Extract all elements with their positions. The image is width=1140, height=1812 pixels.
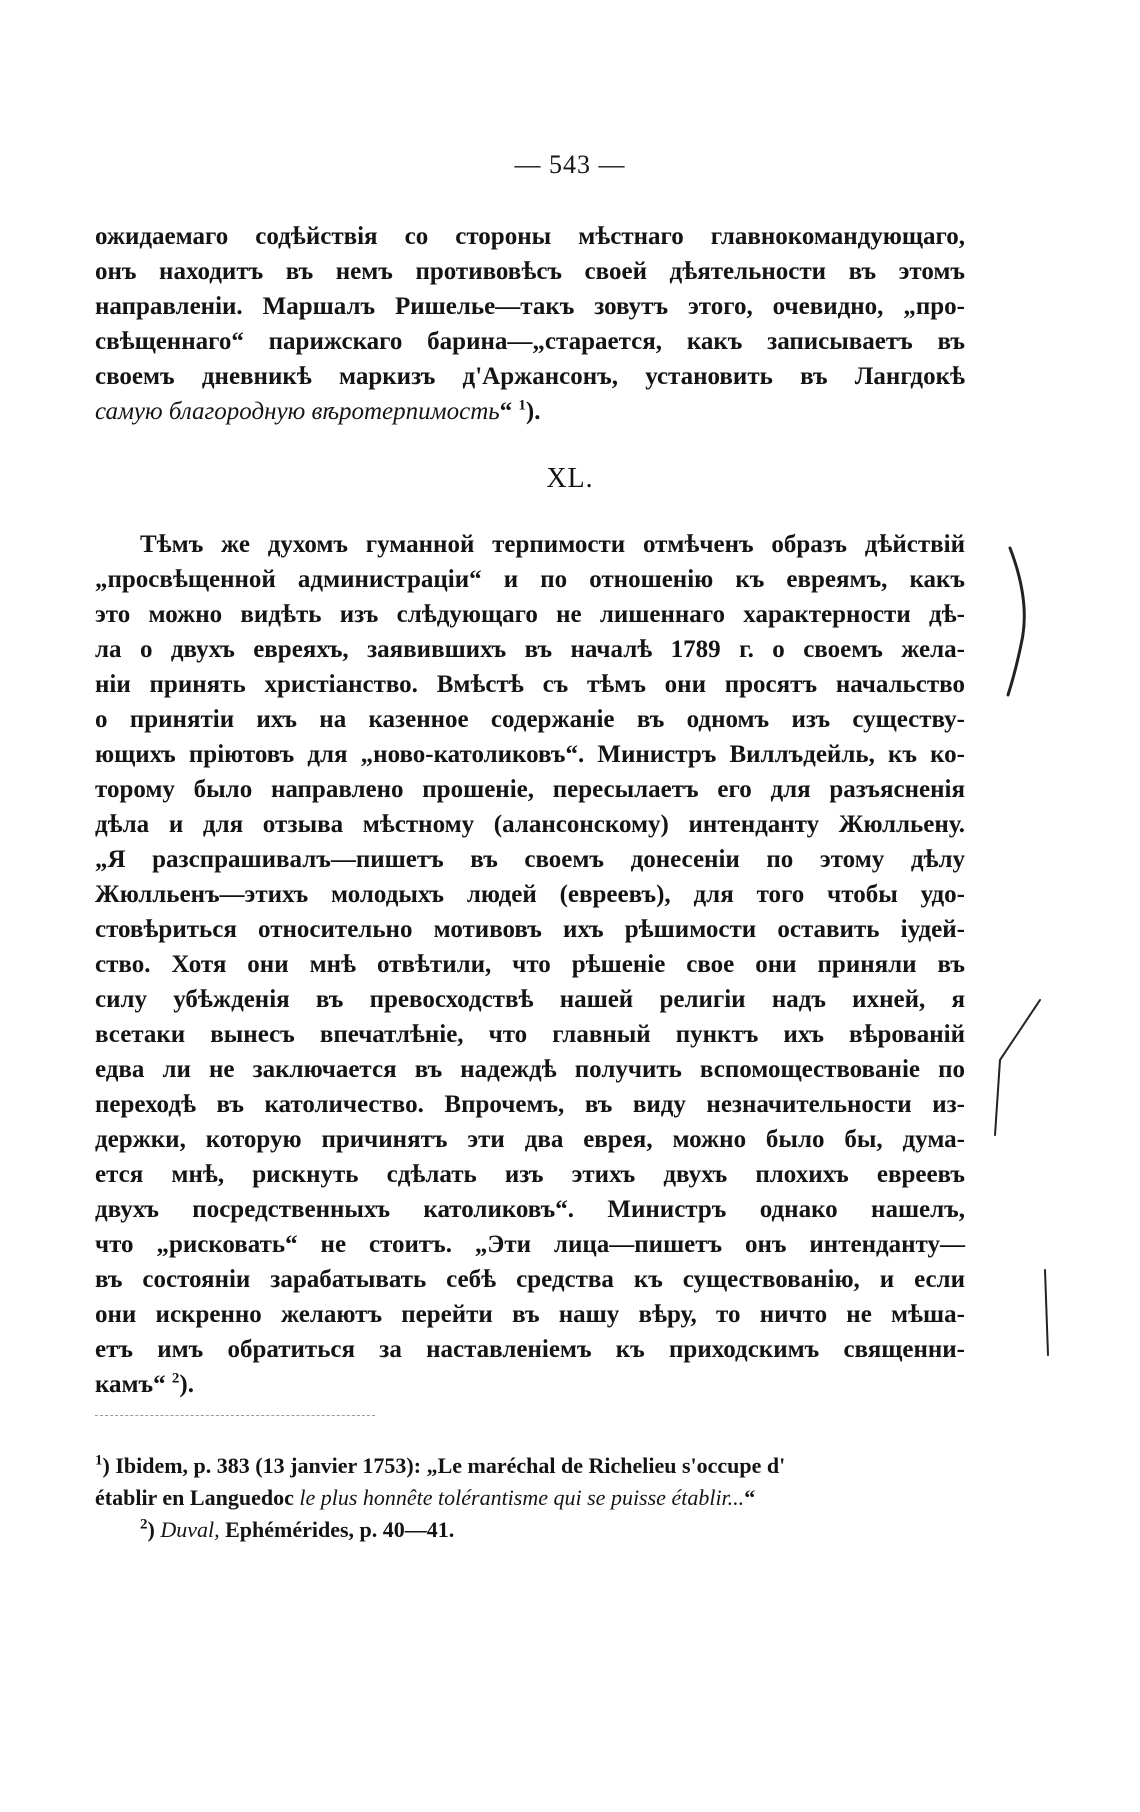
text-line: свѣщеннаго“ парижскаго барина—„старается, какъ записываетъ въ bbox=[95, 328, 965, 355]
margin-bracket-mark bbox=[1008, 548, 1024, 695]
footnote-text: établir en Languedoc bbox=[95, 1485, 300, 1510]
text-line: Жюлльенъ—этихъ молодыхъ людей (евреевъ), для того чтобы удо- bbox=[95, 881, 965, 908]
text-line: стовѣриться относительно мотивовъ ихъ рѣшимости оставить іудей- bbox=[95, 916, 965, 943]
text-line: силу убѣжденія въ превосходствѣ нашей религіи надъ ихней, я bbox=[95, 986, 965, 1013]
footnote-ref: 1 bbox=[518, 397, 526, 414]
closing-quote: “ bbox=[499, 398, 519, 425]
text-line: въ состояніи зарабатывать себѣ средства къ существованію, и если bbox=[95, 1266, 965, 1293]
line-end: ). bbox=[525, 398, 541, 425]
text-line: ожидаемаго содѣйствія со стороны мѣстнаго главнокомандующаго, bbox=[95, 223, 965, 250]
footnote-ref: 2 bbox=[171, 1370, 180, 1387]
text-line: ла о двухъ евреяхъ, заявившихъ въ началѣ 1789 г. о своемъ жела- bbox=[95, 636, 965, 663]
text-line: о принятіи ихъ на казенное содержаніе въ одномъ изъ существу- bbox=[95, 706, 965, 733]
footnote-text: Ephémérides, p. 40—41. bbox=[219, 1517, 455, 1542]
line-end: ). bbox=[179, 1371, 194, 1398]
text-line: торому было направлено прошеніе, пересылаетъ его для разъясненія bbox=[95, 776, 965, 803]
text-line: это можно видѣть изъ слѣдующаго не лишеннаго характерности дѣ- bbox=[95, 601, 965, 628]
line-text: камъ“ bbox=[95, 1371, 172, 1398]
text-line: дѣла и для отзыва мѣстному (алансонскому) интенданту Жюлльену. bbox=[95, 811, 965, 838]
footnote-marker: 2 bbox=[140, 1516, 148, 1533]
text-line: едва ли не заключается въ надеждѣ получить вспомоществованіе по bbox=[95, 1056, 965, 1083]
text-line: „просвѣщенной администраціи“ и по отношенію къ евреямъ, какъ bbox=[95, 566, 965, 593]
text-line: онъ находитъ въ немъ противовѣсъ своей дѣятельности въ этомъ bbox=[95, 258, 965, 285]
text-line: переходѣ въ католичество. Впрочемъ, въ виду незначительности из- bbox=[95, 1091, 965, 1118]
footnote-text: “ bbox=[744, 1485, 756, 1510]
section-heading: XL. bbox=[546, 463, 594, 494]
page-number: — 543 — bbox=[514, 150, 626, 179]
margin-line-mark bbox=[995, 1000, 1040, 1135]
margin-line-mark bbox=[1045, 1270, 1048, 1355]
footnote-author: Duval, bbox=[160, 1517, 220, 1542]
text-line: ніи принять христіанство. Вмѣстѣ съ тѣмъ они просятъ начальство bbox=[95, 671, 965, 698]
footnote-italic-quote: le plus honnête tolérantisme qui se puisse établir... bbox=[299, 1485, 745, 1510]
text-line: ющихъ пріютовъ для „ново-католиковъ“. Министръ Виллъдейль, къ ко- bbox=[95, 741, 965, 768]
text-line: ство. Хотя они мнѣ отвѣтили, что рѣшеніе свое они приняли въ bbox=[95, 951, 965, 978]
text-line: ется мнѣ, рискнуть сдѣлать изъ этихъ двухъ плохихъ евреевъ bbox=[95, 1161, 965, 1188]
italic-phrase: самую благородную вѣротерпимость bbox=[95, 398, 500, 425]
text-line: они искренно желаютъ перейти въ нашу вѣру, то ничто не мѣша- bbox=[95, 1301, 965, 1328]
footnote-text: ) bbox=[147, 1517, 161, 1542]
footnote-marker: 1 bbox=[95, 1452, 103, 1469]
text-line: „Я разспрашивалъ—пишетъ въ своемъ донесеніи по этому дѣлу bbox=[95, 846, 965, 873]
footnote-text: ) Ibidem, p. 383 (13 janvier 1753): „Le maréchal de Richelieu s'occupe d' bbox=[102, 1453, 786, 1478]
text-line: направленіи. Маршалъ Ришелье—такъ зовутъ этого, очевидно, „про- bbox=[95, 293, 965, 320]
text-line: етъ имъ обратиться за наставленіемъ къ приходскимъ священни- bbox=[95, 1336, 965, 1363]
text-line: всетаки вынесъ впечатлѣніе, что главный пунктъ ихъ вѣрованій bbox=[95, 1021, 965, 1048]
text-line: держки, которую причинятъ эти два еврея, можно было бы, дума- bbox=[95, 1126, 965, 1153]
text-line: двухъ посредственныхъ католиковъ“. Министръ однако нашелъ, bbox=[95, 1196, 965, 1223]
text-line: своемъ дневникѣ маркизъ д'Аржансонъ, установить въ Лангдокѣ bbox=[95, 363, 965, 390]
text-line: Тѣмъ же духомъ гуманной терпимости отмѣченъ образъ дѣйствій bbox=[140, 531, 965, 558]
text-line: что „рисковать“ не стоитъ. „Эти лица—пишетъ онъ интенданту— bbox=[95, 1231, 965, 1258]
